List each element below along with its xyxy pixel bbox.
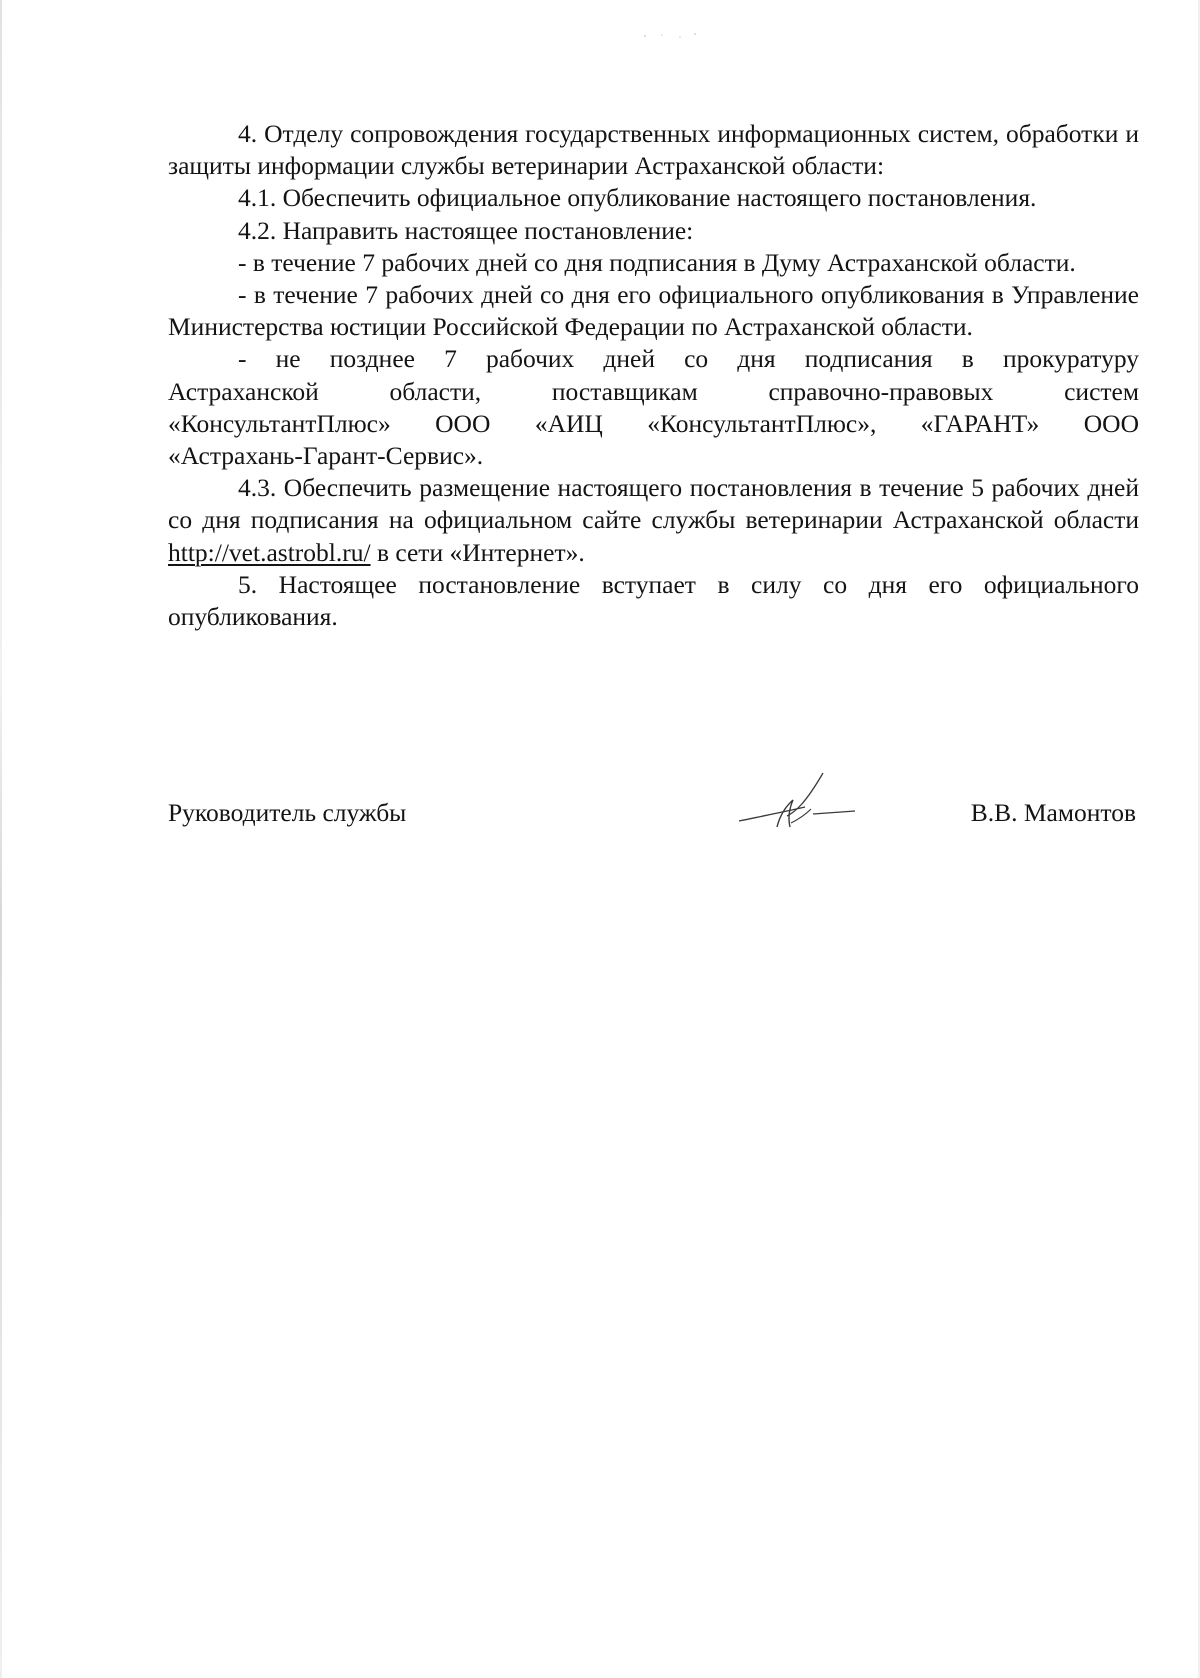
paragraph-text: 4.3. Обеспечить размещение настоящего постановления в течение 5 рабочих дней со дня подписания на официальном сайте службы ветеринарии Астраханской области <box>168 473 1139 535</box>
signature-block <box>168 797 1136 837</box>
signatory-name: В.В. Мамонтов <box>970 798 1136 827</box>
website-link[interactable]: http://vet.astrobl.ru/ <box>168 537 371 567</box>
paragraph-4-1: 4.1. Обеспечить официальное опубликование настоящего постановления. <box>238 183 1037 213</box>
paragraph-line: «КонсультантПлюс» ООО «АИЦ «КонсультантПлюс», «ГАРАНТ» ООО <box>168 408 1139 438</box>
signatory-title: Руководитель службы <box>168 798 407 827</box>
handwritten-signature <box>733 769 863 837</box>
paragraph-4-2: 4.2. Направить настоящее постановление: <box>238 215 694 245</box>
paragraph-line: Астраханской области, поставщикам справочно-правовых систем <box>168 376 1139 406</box>
paragraph-4-3 <box>168 472 1139 569</box>
document-body <box>168 118 1139 633</box>
paragraph-4-2-ministry: - в течение 7 рабочих дней со дня его официального опубликования в Управление Министерства юстиции Российской Федерации по Астраханской области. <box>168 280 1139 342</box>
paragraph-4-2-prosecutor <box>168 343 1139 472</box>
scan-left-edge <box>0 0 2 1678</box>
paragraph-line: - не позднее 7 рабочих дней со дня подписания в прокуратуру <box>238 344 1139 374</box>
scan-artifact <box>640 32 700 40</box>
paragraph-4: 4. Отделу сопровождения государственных информационных систем, обработки и защиты информации службы ветеринарии Астраханской области: <box>168 119 1139 181</box>
paragraph-5: 5. Настоящее постановление вступает в силу со дня его официального опубликования. <box>168 569 1139 632</box>
paragraph-4-2-duma: - в течение 7 рабочих дней со дня подписания в Думу Астраханской области. <box>238 247 1076 277</box>
paragraph-line: «Астрахань-Гарант-Сервис». <box>168 441 484 471</box>
paragraph-text: в сети «Интернет». <box>370 537 585 567</box>
